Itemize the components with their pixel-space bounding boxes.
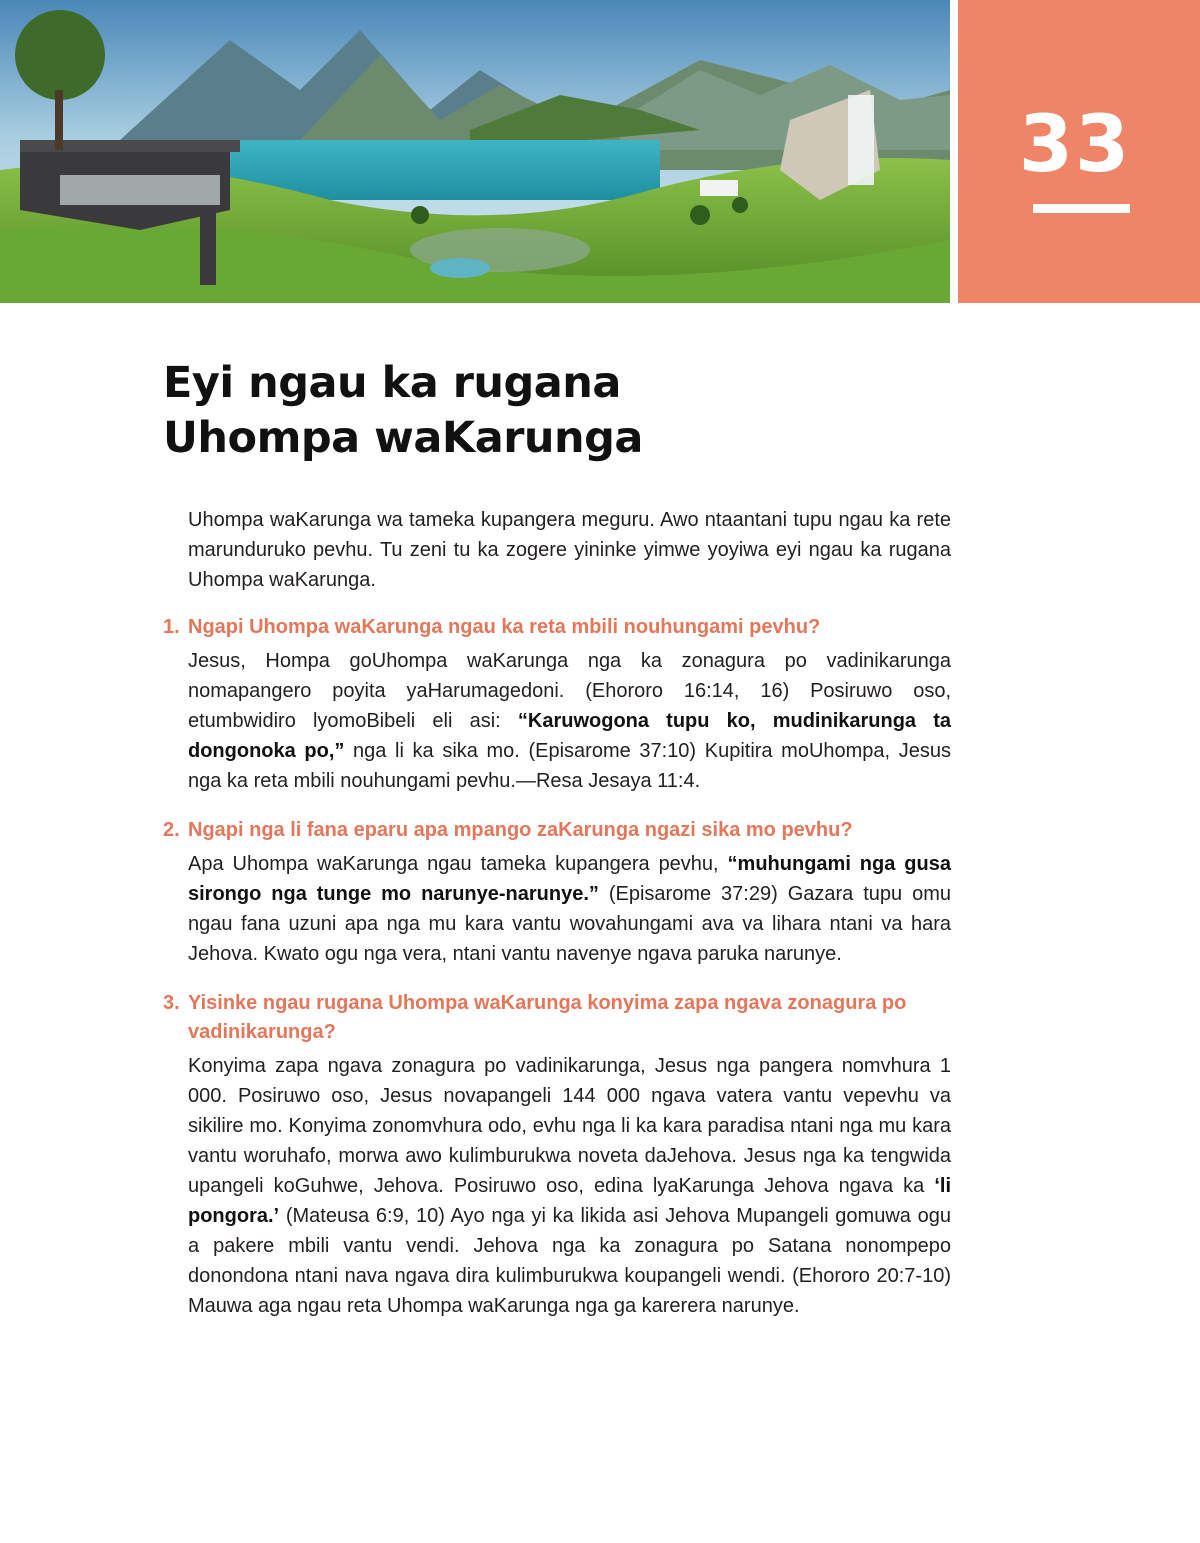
question-3-text: Yisinke ngau rugana Uhompa waKarunga konyima zapa ngava zonagura po vadinikarunga? (188, 992, 907, 1043)
answer-2-text: Apa Uhompa waKarunga ngau tameka kupangera pevhu, (188, 853, 728, 875)
lesson-number: 33 (1018, 100, 1132, 190)
question-1 (163, 613, 951, 642)
answer-1-text: Jesus, Hompa goUhompa waKarunga nga ka zonagura po vadinikarunga nomapangero poyita yaHarumagedoni. (Ehororo 16:14, 16) Posiruwo oso, etumbwidiro lyomoBibeli eli asi: (188, 650, 951, 732)
paradise-landscape-illustration (0, 0, 950, 303)
answer-1-scripture-quote: “Karuwogona tupu ko, mudinikarunga ta dongonoka po,” (188, 710, 951, 762)
answer-3-text-end: (Mateusa 6:9, 10) Ayo nga yi ka likida asi Jehova Mupangeli gomuwa ogu a pakere mbili vantu vendi. Jehova nga ka zonagura po Satana nonompepo donondona ntani nava ngava dira kulimburukwa koupangeli wendi. (Ehororo 20:7-10) Mauwa aga ngau reta Uhompa waKarunga nga ga karerera narunye. (188, 1205, 951, 1317)
answer-2-scripture-quote: “muhungami nga gusa sirongo nga tunge mo narunye-narunye.” (188, 853, 951, 905)
lesson-number-underline (1033, 204, 1130, 213)
answer-2-text-end: (Episarome 37:29) Gazara tupu omu ngau fana uzuni apa nga mu kara vantu wovahungami ava va lihara ntani va hara Jehova. Kwato ogu nga vera, ntani vantu navenye ngava paruka narunye. (188, 883, 951, 965)
question-1-text: Ngapi Uhompa waKarunga ngau ka reta mbili nouhungami pevhu? (188, 616, 821, 638)
answer-2 (188, 849, 951, 969)
answer-3 (188, 1051, 951, 1321)
answer-3-text: Konyima zapa ngava zonagura po vadinikarunga, Jesus nga pangera nomvhura 1 000. Posiruwo oso, Jesus novapangeli 144 000 ngava vatera vantu vepevhu va sikilire mo. Konyima zonomvhura odo, evhu nga li ka kara paradisa ntani nga mu kara vantu woruhafo, morwa awo kulimburukwa noveta daJehova. Jesus nga ka tengwida upangeli koGuhwe, Jehova. Posiruwo oso, edina lyaKarunga Jehova ngava ka (188, 1055, 951, 1197)
page-title (163, 356, 923, 466)
page-title-line-2: Uhompa waKarunga (163, 413, 643, 463)
question-3-number: 3. (163, 992, 180, 1014)
answer-3-scripture-quote: ‘li pongora.’ (188, 1175, 951, 1227)
lesson-number-tab (958, 0, 1200, 303)
intro-paragraph: Uhompa waKarunga wa tameka kupangera meguru. Awo ntaantani tupu ngau ka rete marunduruko pevhu. Tu zeni tu ka zogere yininke yimwe yoyiwa eyi ngau ka rugana Uhompa waKarunga. (188, 509, 951, 591)
question-2 (163, 816, 951, 845)
question-2-text: Ngapi nga li fana eparu apa mpango zaKarunga ngazi sika mo pevhu? (188, 819, 853, 841)
lesson-body (163, 505, 951, 1341)
page-title-line-1: Eyi ngau ka rugana (163, 358, 621, 408)
answer-1 (188, 646, 951, 796)
question-2-number: 2. (163, 819, 180, 841)
answer-1-text-end: nga li ka sika mo. (Episarome 37:10) Kupitira moUhompa, Jesus nga ka reta mbili nouhungami pevhu.—Resa Jesaya 11:4. (188, 740, 951, 792)
question-3 (163, 989, 951, 1047)
question-1-number: 1. (163, 616, 180, 638)
